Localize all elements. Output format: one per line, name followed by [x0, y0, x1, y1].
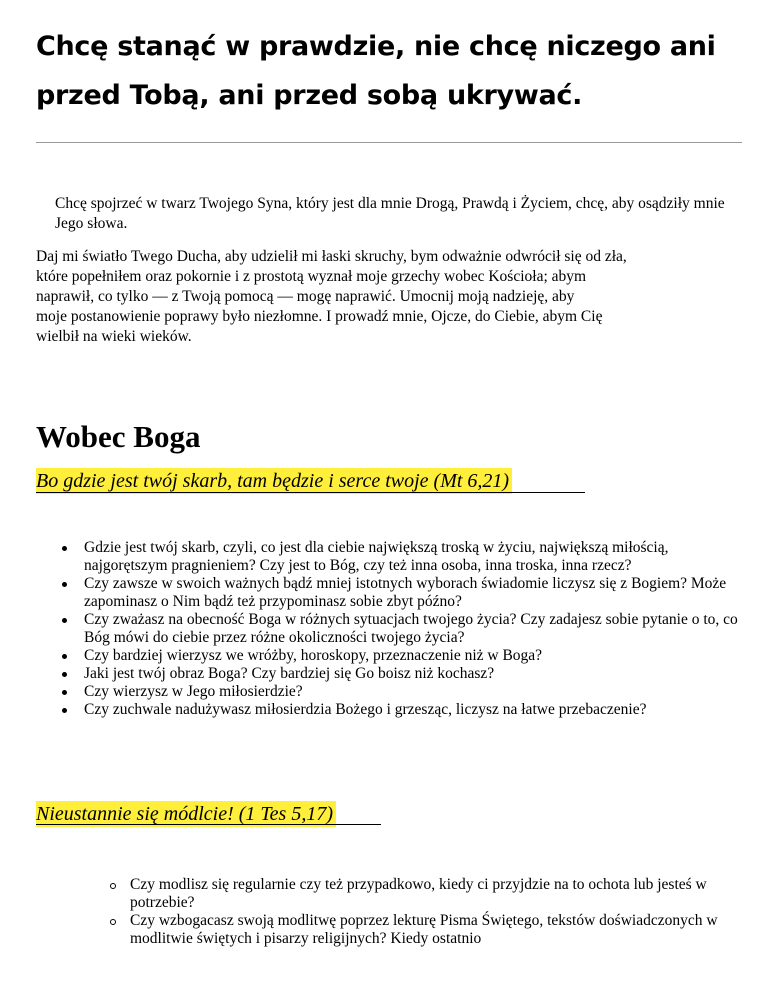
bullet-icon	[62, 654, 67, 659]
question-text: Czy zuchwale nadużywasz miłosierdzia Bożego i grzesząc, liczysz na łatwe przebaczenie?	[84, 701, 647, 718]
page-title-line-1: Chcę stanąć w prawdzie, nie chcę niczego ani	[36, 31, 716, 62]
question-text: Czy zważasz na obecność Boga w różnych sytuacjach twojego życia? Czy zadajesz sobie pytanie o to, co Bóg mówi do ciebie przez różne okoliczności twojego życia?	[84, 611, 738, 646]
page-title-line-2: przed Tobą, ani przed sobą ukrywać.	[36, 80, 583, 111]
list-item	[62, 665, 752, 683]
circle-bullet-icon	[110, 919, 116, 925]
scripture-quote-highlight: Bo gdzie jest twój skarb, tam będzie i serce twoje (Mt 6,21)	[36, 468, 512, 494]
question-text: Czy modlisz się regularnie czy też przypadkowo, kiedy ci przyjdzie na to ochota lub jesteś w potrzebie?	[130, 876, 707, 911]
intro-line: naprawił, co tylko — z Twoją pomocą — mogę naprawić. Umocnij moją nadzieję, aby	[36, 288, 575, 305]
intro-line: wielbił na wieki wieków.	[36, 328, 192, 345]
list-item	[62, 683, 752, 701]
page-title	[36, 22, 736, 120]
question-text: Czy zawsze w swoich ważnych bądź mniej istotnych wyborach świadomie liczysz się z Bogiem? Może zapominasz o Nim bądź też przypominasz sobie zbyt późno?	[84, 575, 727, 610]
examination-question-list	[62, 539, 752, 719]
bullet-icon	[62, 672, 67, 677]
list-item	[110, 912, 750, 948]
list-item	[62, 647, 752, 665]
list-item	[62, 575, 752, 611]
quote-underline	[36, 492, 585, 493]
intro-line: które popełniłem oraz pokornie i z prostotą wyznał moje grzechy wobec Kościoła; abym	[36, 268, 587, 285]
quote-underline	[36, 824, 381, 825]
question-text: Czy bardziej wierzysz we wróżby, horoskopy, przeznaczenie niż w Boga?	[84, 647, 543, 664]
intro-line: Daj mi światło Twego Ducha, aby udzielił mi łaski skruchy, bym odważnie odwrócił się od zła,	[36, 248, 627, 265]
circle-bullet-icon	[110, 883, 116, 889]
intro-paragraph	[36, 247, 746, 347]
bullet-icon	[62, 708, 67, 713]
list-item	[62, 539, 752, 575]
scripture-quote-highlight: Nieustannie się módlcie! (1 Tes 5,17)	[36, 801, 336, 827]
prayer-question-list	[110, 876, 750, 948]
section-heading: Wobec Boga	[36, 419, 201, 454]
intro-paragraph-indented: Chcę spojrzeć w twarz Twojego Syna, który jest dla mnie Drogą, Prawdą i Życiem, chcę, aby osądziły mnie Jego słowa.	[55, 195, 725, 232]
bullet-icon	[62, 690, 67, 695]
question-text: Czy wierzysz w Jego miłosierdzie?	[84, 683, 303, 700]
list-item	[110, 876, 750, 912]
question-text: Czy wzbogacasz swoją modlitwę poprzez lekturę Pisma Świętego, tekstów doświadczonych w modlitwie świętych i pisarzy religijnych? Kiedy ostatnio	[130, 912, 718, 947]
title-divider	[36, 142, 742, 143]
list-item	[62, 611, 752, 647]
question-text: Gdzie jest twój skarb, czyli, co jest dla ciebie największą troską w życiu, największą miłością, najgorętszym pragnieniem? Czy jest to Bóg, czy też inna osoba, inna troska, inna rzecz?	[84, 539, 669, 574]
bullet-icon	[62, 546, 67, 551]
intro-line: moje postanowienie poprawy było niezłomne. I prowadź mnie, Ojcze, do Ciebie, abym Cię	[36, 308, 603, 325]
list-item	[62, 701, 752, 719]
bullet-icon	[62, 582, 67, 587]
question-text: Jaki jest twój obraz Boga? Czy bardziej się Go boisz niż kochasz?	[84, 665, 495, 682]
bullet-icon	[62, 618, 67, 623]
